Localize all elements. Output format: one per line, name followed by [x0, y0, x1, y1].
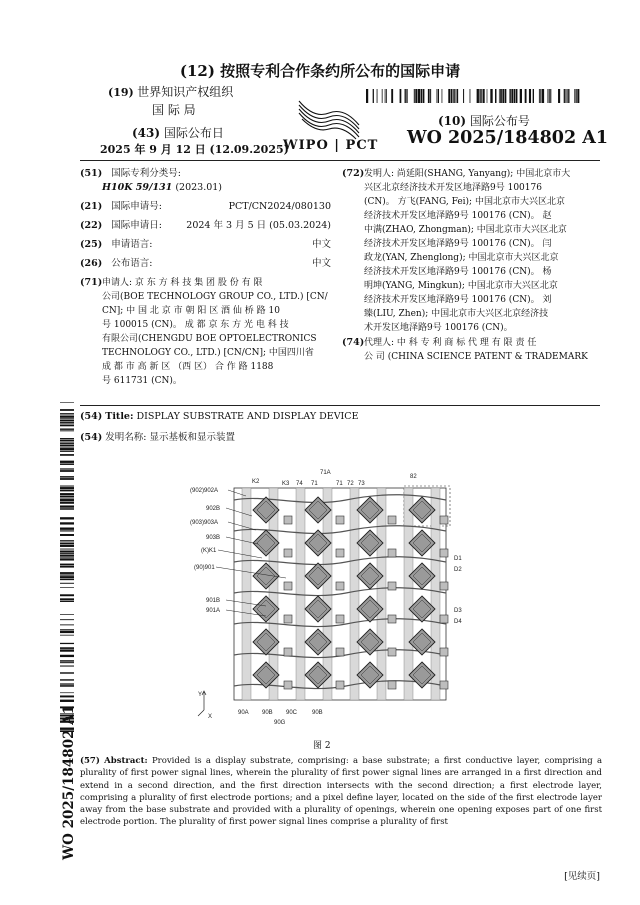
- barcode-bar: [60, 549, 74, 550]
- via-square: [284, 615, 292, 623]
- barcode-bar: [511, 89, 513, 103]
- via-square: [336, 549, 344, 557]
- barcode-bar: [391, 89, 393, 103]
- barcode-bar: [456, 89, 457, 103]
- via-square: [284, 681, 292, 689]
- barcode-bar: [60, 695, 74, 697]
- barcode-bar: [60, 594, 74, 596]
- fig-label-top: 73: [358, 481, 365, 487]
- barcode-bar: [60, 631, 74, 633]
- barcode-bar: [454, 89, 455, 103]
- barcode-bar: [490, 89, 492, 103]
- field-74-code: (74): [342, 337, 365, 348]
- barcode-bar: [60, 683, 74, 684]
- field-71-code: (71): [80, 277, 103, 288]
- fig-label-left: 901B: [206, 598, 221, 604]
- barcode-bar: [525, 89, 527, 103]
- fig-label-top: 71: [336, 481, 343, 487]
- barcode-bar: [500, 89, 502, 103]
- fig-label-left: 901A: [206, 608, 221, 614]
- barcode-bar: [540, 89, 541, 103]
- org-bureau: 国 际 局: [152, 103, 196, 117]
- barcode-bar: [60, 685, 74, 687]
- fig-label-left: 902B: [206, 506, 221, 512]
- field-22-code: (22): [80, 220, 103, 231]
- barcode-bar: [479, 89, 480, 103]
- pub-no-code: (10): [438, 114, 467, 128]
- barcode-bar: [60, 517, 74, 519]
- fig-label-right: D3: [454, 608, 462, 614]
- barcode-bar: [423, 89, 425, 103]
- barcode-bar: [60, 660, 74, 661]
- barcode-bar: [60, 522, 74, 524]
- barcode-bar: [60, 442, 74, 443]
- fig-label-right: D2: [454, 567, 462, 573]
- barcode-bar: [576, 89, 577, 103]
- barcode-bar: [477, 89, 479, 103]
- via-square: [336, 516, 344, 524]
- barcode-bar: [60, 601, 74, 602]
- fig-label-left: (90)901: [194, 565, 215, 571]
- barcode-bar: [568, 89, 569, 103]
- barcode-bar: [60, 543, 74, 544]
- barcode-bar: [60, 496, 74, 497]
- applicant-line: CN]; 中 国 北 京 市 朝 阳 区 酒 仙 桥 路 10: [102, 306, 280, 316]
- barcode-bar: [60, 662, 74, 663]
- fig-label-top: 82: [410, 474, 417, 480]
- org-name: 世界知识产权组织: [137, 85, 234, 99]
- barcode-bar: [60, 672, 74, 673]
- applicant-line: 号 611731 (CN)。: [102, 376, 182, 386]
- barcode-bar: [414, 89, 415, 103]
- barcode-bar: [483, 89, 485, 103]
- barcode-bar: [60, 700, 74, 702]
- inventor-line: 明坤(YANG, Mingkun); 中国北京市大兴区北京: [364, 281, 558, 291]
- via-square: [440, 615, 448, 623]
- via-square: [336, 681, 344, 689]
- inventor-line: 经济技术开发区地泽路9号 100176 (CN)。 杨: [364, 267, 552, 277]
- barcode-bar: [60, 447, 74, 448]
- title-zh: [80, 431, 235, 445]
- field-21-value: PCT/CN2024/080130: [228, 201, 331, 212]
- abstract-text: Provided is a display substrate, comprising: a base substrate; a first conductive layer, comprising a plurality of first power signal lines, wherein the plurality of first power signal lines are arranged in a first direction and extend in a second direction, and the first direction intersects with the second direction; a first electrode layer, comprising a plurality of first electrode portions; and a pixel define layer, located on the side of the first electrode layer away from the base substrate and provided with a plurality of openings, wherein one opening exposes part of one first electrode portion. The plurality of first power signal lines comprise a plurality of first: [80, 756, 603, 828]
- barcode-bar: [385, 89, 386, 103]
- barcode-bar: [60, 448, 74, 450]
- via-square: [336, 648, 344, 656]
- inventor-line: 兴区北京经济技术开发区地泽路9号 100176: [364, 183, 542, 193]
- power-line: [377, 488, 386, 700]
- side-pub-no-text: WO 2025/184802 A1: [61, 704, 77, 860]
- pub-no-label-row: [438, 112, 530, 129]
- barcode-bar: [60, 422, 74, 423]
- barcode-bar: [457, 89, 458, 103]
- power-line: [404, 488, 413, 700]
- fig-axis-y: Y: [198, 692, 203, 698]
- barcode-bar: [60, 409, 74, 411]
- agent-line: 公 司 (CHINA SCIENCE PATENT & TRADEMARK: [364, 352, 588, 362]
- barcode-bar: [574, 89, 575, 103]
- title-divider: [80, 405, 600, 406]
- barcode-bar: [60, 438, 74, 439]
- barcode-bar: [60, 545, 74, 547]
- via-square: [388, 516, 396, 524]
- field-71-body: [102, 276, 336, 388]
- barcode-bar: [451, 89, 453, 103]
- barcode-bar: [60, 557, 74, 558]
- barcode-side: [60, 400, 74, 735]
- barcode-bar: [502, 89, 504, 103]
- barcode-bar: [60, 534, 74, 536]
- barcode-bar: [60, 579, 74, 580]
- barcode-bar: [406, 89, 407, 103]
- barcode-bar: [60, 443, 74, 444]
- applicant-line: 申请人: 京 东 方 科 技 集 团 股 份 有 限: [102, 278, 263, 288]
- via-square: [284, 516, 292, 524]
- barcode-bar: [405, 89, 406, 103]
- barcode-bar: [547, 89, 548, 103]
- patent-figure: [190, 466, 466, 726]
- barcode-bar: [428, 89, 430, 103]
- applicant-line: TECHNOLOGY CO., LTD.) [CN/CN]; 中国四川省: [102, 348, 314, 358]
- field-25: [80, 238, 331, 252]
- barcode-bar: [60, 564, 74, 566]
- barcode-bar: [60, 566, 74, 568]
- inventor-line: 术开发区地泽路9号 100176 (CN)。: [364, 323, 513, 333]
- barcode-bar: [60, 542, 74, 543]
- field-26-value: 中文: [311, 258, 331, 269]
- field-72-code: (72): [342, 168, 365, 179]
- via-square: [284, 648, 292, 656]
- field-51-code: (51): [80, 168, 103, 179]
- title-en-value: DISPLAY SUBSTRATE AND DISPLAY DEVICE: [136, 411, 359, 422]
- continued-note: [见续页]: [564, 871, 600, 882]
- barcode-bar: [529, 89, 531, 103]
- barcode-bar: [577, 89, 579, 103]
- barcode-bar: [60, 430, 74, 431]
- barcode-bar: [60, 423, 74, 424]
- applicant-line: 成 都 市 高 新 区 （西 区） 合 作 路 1188: [102, 362, 274, 372]
- fig-label-top: 74: [296, 481, 303, 487]
- barcode-bar: [60, 679, 74, 680]
- barcode-bar: [549, 89, 550, 103]
- field-74: [342, 336, 604, 364]
- barcode-bar: [60, 468, 74, 469]
- fig-label-left: (903)903A: [190, 520, 219, 526]
- fig-label-top: 71: [311, 481, 318, 487]
- via-square: [336, 582, 344, 590]
- inventor-line: 经济技术开发区地泽路9号 100176 (CN)。 赵: [364, 211, 552, 221]
- barcode-bar: [400, 89, 402, 103]
- barcode-bar: [60, 555, 74, 557]
- barcode-bar: [60, 635, 74, 636]
- barcode-bar: [60, 498, 74, 499]
- field-21-code: (21): [80, 201, 103, 212]
- fig-label-right: D4: [454, 619, 462, 625]
- title-en-code: (54): [80, 411, 103, 422]
- barcode-bar: [533, 89, 534, 103]
- field-72: [342, 167, 604, 335]
- pub-date-label: 国际公布日: [163, 126, 224, 140]
- barcode-bar: [60, 486, 74, 487]
- barcode-bar: [430, 89, 431, 103]
- power-line: [431, 488, 440, 700]
- field-72-body: [364, 167, 604, 335]
- barcode-bar: [60, 461, 74, 463]
- field-51-value: H10K 59/131: [102, 182, 173, 193]
- barcode-bar: [60, 647, 74, 649]
- field-26-code: (26): [80, 258, 103, 269]
- barcode-bar: [60, 444, 74, 446]
- barcode-bar: [564, 89, 565, 103]
- barcode-bar: [463, 89, 464, 103]
- title-en: [80, 410, 359, 424]
- via-square: [440, 582, 448, 590]
- barcode-bar: [60, 478, 74, 480]
- field-26: [80, 257, 331, 271]
- barcode-bar: [60, 508, 74, 509]
- fig-label-top: K3: [282, 481, 290, 487]
- abstract-label: Abstract:: [104, 756, 148, 766]
- barcode-bar: [60, 572, 74, 574]
- figure-drawing: [216, 486, 450, 700]
- barcode-bar: [567, 89, 568, 103]
- pub-date-label-row: [132, 124, 224, 141]
- inventor-line: 政龙(YAN, Zhenglong); 中国北京市大兴区北京: [364, 253, 559, 263]
- barcode-bar: [514, 89, 515, 103]
- barcode-bar: [495, 89, 496, 103]
- barcode-bar: [60, 540, 74, 541]
- field-21: [80, 200, 331, 214]
- field-71: [80, 276, 336, 388]
- barcode-bar: [565, 89, 566, 103]
- barcode-bar: [60, 415, 74, 416]
- inventor-line: 发明人: 尚延阳(SHANG, Yanyang); 中国北京市大: [364, 169, 571, 179]
- barcode-bar: [550, 89, 551, 103]
- barcode-top: [366, 89, 582, 103]
- barcode-bar: [60, 649, 74, 651]
- fig-label-top: 71A: [320, 470, 331, 476]
- field-25-code: (25): [80, 239, 103, 250]
- barcode-bar: [60, 598, 74, 600]
- field-22-value: 2024 年 3 月 5 日 (05.03.2024): [186, 220, 331, 231]
- barcode-bar: [60, 505, 74, 507]
- applicant-line: 公司(BOE TECHNOLOGY GROUP CO., LTD.) [CN/: [102, 292, 328, 302]
- leader-line: [218, 550, 262, 558]
- barcode-bar: [60, 428, 74, 429]
- barcode-bar: [60, 576, 74, 578]
- fig-label-top: 72: [347, 481, 354, 487]
- power-line: [296, 488, 305, 700]
- via-square: [440, 681, 448, 689]
- barcode-bar: [60, 666, 74, 667]
- figure-caption: 图 2: [313, 741, 331, 751]
- pub-no-value: WO 2025/184802 A1: [407, 128, 608, 148]
- via-square: [284, 549, 292, 557]
- barcode-bar: [60, 530, 74, 531]
- barcode-bar: [60, 619, 74, 620]
- via-square: [388, 648, 396, 656]
- via-square: [388, 549, 396, 557]
- barcode-bar: [442, 89, 443, 103]
- barcode-bar: [418, 89, 420, 103]
- barcode-bar: [60, 463, 74, 464]
- barcode-bar: [60, 499, 74, 501]
- barcode-bar: [60, 476, 74, 477]
- barcode-bar: [60, 413, 74, 414]
- barcode-bar: [520, 89, 522, 103]
- field-26-label: 公布语言:: [111, 258, 153, 269]
- document-title: (12) 按照专利合作条约所公布的国际申请: [179, 62, 461, 80]
- barcode-bar: [505, 89, 506, 103]
- barcode-bar: [415, 89, 417, 103]
- barcode-bar: [453, 89, 454, 103]
- power-line: [350, 488, 359, 700]
- barcode-bar: [60, 402, 74, 403]
- org-code: (19): [108, 86, 134, 99]
- fig-label-right: D1: [454, 556, 462, 562]
- inventor-line: 经济技术开发区地泽路9号 100176 (CN)。 闫: [364, 239, 552, 249]
- barcode-bar: [60, 655, 74, 657]
- pub-no-label: 国际公布号: [469, 114, 530, 128]
- via-square: [388, 582, 396, 590]
- barcode-bar: [386, 89, 387, 103]
- barcode-bar: [421, 89, 423, 103]
- field-25-label: 申请语言:: [111, 239, 153, 250]
- via-square: [336, 615, 344, 623]
- field-51-label: 国际专利分类号:: [111, 168, 181, 179]
- barcode-bar: [60, 583, 74, 584]
- barcode-bar: [60, 454, 74, 456]
- fig-label-bottom: 90B: [262, 710, 273, 716]
- pub-date-code: (43): [132, 126, 161, 140]
- barcode-bar: [60, 451, 74, 452]
- field-22: [80, 219, 331, 233]
- barcode-bar: [481, 89, 482, 103]
- barcode-bar: [60, 587, 74, 588]
- title-zh-value: 显示基板和显示装置: [149, 432, 235, 443]
- field-51: [80, 167, 336, 195]
- barcode-bar: [448, 89, 450, 103]
- barcode-bar: [377, 89, 378, 103]
- title-en-label: Title:: [105, 411, 134, 422]
- title-zh-code: (54): [80, 432, 103, 443]
- agent-line: 代理人: 中 科 专 利 商 标 代 理 有 限 责 任: [364, 338, 537, 348]
- inventor-line: 经济技术开发区地泽路9号 100176 (CN)。 刘: [364, 295, 552, 305]
- org-block: [108, 85, 233, 100]
- wipo-logo-text: WIPO | PCT: [283, 138, 379, 153]
- barcode-bar: [438, 89, 439, 103]
- barcode-bar: [60, 553, 74, 554]
- barcode-bar: [60, 692, 74, 693]
- fig-label-left: 903B: [206, 535, 221, 541]
- barcode-bar: [499, 89, 500, 103]
- barcode-bar: [558, 89, 560, 103]
- barcode-bar: [60, 551, 74, 553]
- field-74-body: [364, 336, 604, 364]
- field-51-year: (2023.01): [175, 182, 223, 193]
- barcode-bar: [60, 550, 74, 551]
- fig-label-bottom: 90A: [238, 710, 249, 716]
- abstract: [80, 755, 602, 829]
- barcode-bar: [60, 425, 74, 426]
- fig-label-left: (902)902A: [190, 488, 219, 494]
- fig-label-bottom: 90C: [286, 710, 298, 716]
- barcode-bar: [437, 89, 438, 103]
- barcode-bar: [60, 416, 74, 418]
- fig-label-bottom: 90G: [274, 720, 286, 726]
- barcode-bar: [60, 493, 74, 495]
- barcode-bar: [60, 643, 74, 644]
- applicant-line: 号 100015 (CN)。 成 都 京 东 方 光 电 科 技: [102, 320, 289, 330]
- fig-axis-x: X: [208, 714, 213, 720]
- inventor-line: 臻(LIU, Zhen); 中国北京市大兴区北京经济技: [364, 309, 549, 319]
- barcode-bar: [60, 614, 74, 615]
- barcode-bar: [60, 502, 74, 504]
- inventor-line: 中满(ZHAO, Zhongman); 中国北京市大兴区北京: [364, 225, 567, 235]
- applicant-line: 有限公司(CHENGDU BOE OPTOELECTRONICS: [102, 334, 317, 344]
- field-21-label: 国际申请号:: [111, 201, 162, 212]
- barcode-bar: [509, 89, 510, 103]
- barcode-bar: [60, 490, 74, 492]
- barcode-bar: [60, 470, 74, 472]
- field-22-label: 国际申请日:: [111, 220, 162, 231]
- barcode-bar: [60, 624, 74, 625]
- via-square: [388, 681, 396, 689]
- fig-label-left: (K)K1: [201, 548, 217, 554]
- barcode-bar: [60, 440, 74, 441]
- barcode-bar: [60, 420, 74, 422]
- barcode-bar: [60, 527, 74, 529]
- fig-label-top: K2: [252, 479, 260, 485]
- barcode-bar: [470, 89, 471, 103]
- field-25-value: 中文: [311, 239, 331, 250]
- barcode-bar: [516, 89, 518, 103]
- barcode-bar: [60, 558, 74, 560]
- via-square: [284, 582, 292, 590]
- barcode-bar: [539, 89, 540, 103]
- title-zh-label: 发明名称:: [105, 432, 147, 443]
- side-pub-no: [42, 704, 77, 860]
- via-square: [388, 615, 396, 623]
- barcode-bar: [382, 89, 383, 103]
- inventor-line: (CN)。 方飞(FANG, Fei); 中国北京市大兴区北京: [364, 197, 565, 207]
- power-line: [242, 488, 251, 700]
- via-square: [440, 648, 448, 656]
- barcode-bar: [60, 487, 74, 489]
- barcode-bar: [60, 629, 74, 630]
- pub-date-value: 2025 年 9 月 12 日 (12.09.2025): [100, 143, 289, 156]
- abstract-code: (57): [80, 756, 100, 766]
- header-divider: [80, 160, 600, 161]
- barcode-bar: [60, 574, 74, 575]
- barcode-bar: [60, 418, 74, 419]
- via-square: [440, 549, 448, 557]
- barcode-bar: [542, 89, 544, 103]
- fig-label-bottom: 90B: [312, 710, 323, 716]
- barcode-bar: [487, 89, 488, 103]
- via-square: [440, 516, 448, 524]
